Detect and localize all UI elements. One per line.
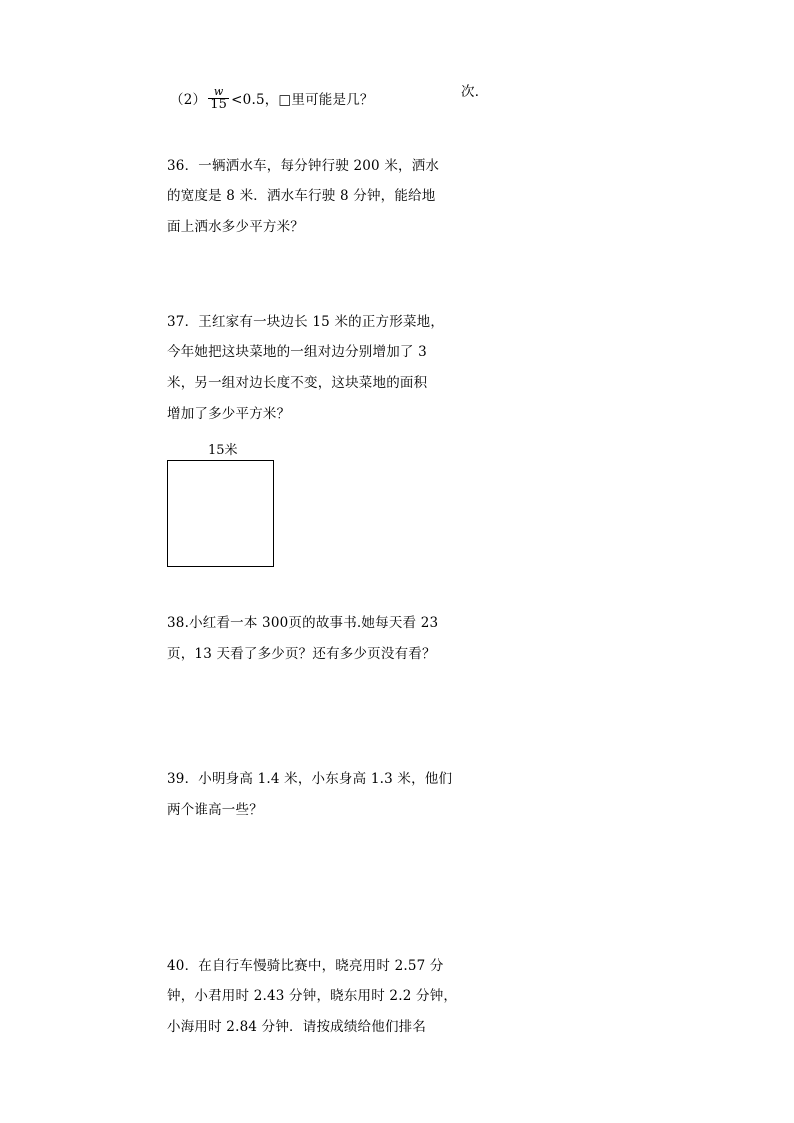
fraction — [208, 86, 229, 111]
square-vegetable-plot-figure — [167, 460, 274, 567]
q37-line-1: 37．王红家有一块边长 15 米的正方形菜地， — [167, 314, 445, 330]
square-side-label: 15米 — [208, 443, 238, 458]
q37-line-3: 米，另一组对边长度不变，这块菜地的面积 — [167, 375, 428, 391]
q40-line-3: 小海用时 2.84 分钟．请按成绩给他们排名 — [167, 1019, 427, 1035]
q37-line-2: 今年她把这块菜地的一组对边分别增加了 3 — [167, 344, 427, 360]
q39-line-2: 两个谁高一些？ — [167, 802, 263, 818]
fraction-numerator: w — [208, 86, 229, 99]
q38-line-2: 页，13 天看了多少页？还有多少页没有看？ — [167, 646, 436, 662]
q36-line-3: 面上洒水多少平方米？ — [167, 219, 304, 235]
q38-line-1: 38.小红看一本 300页的故事书.她每天看 23 — [167, 615, 439, 631]
q39-line-1: 39．小明身高 1.4 米，小东身高 1.3 米，他们 — [167, 771, 453, 787]
q36-line-2: 的宽度是 8 米．洒水车行驶 8 分钟，能给地 — [167, 188, 436, 204]
q35-part2-suffix: <0.5，□里可能是几？ — [231, 92, 374, 108]
q34-tail: 次． — [461, 84, 489, 100]
q40-line-2: 钟，小君用时 2.43 分钟，晓东用时 2.2 分钟， — [167, 988, 458, 1004]
q35-part2 — [170, 85, 374, 113]
q40-line-1: 40．在自行车慢骑比赛中，晓亮用时 2.57 分 — [167, 958, 444, 974]
q37-line-4: 增加了多少平方米？ — [167, 406, 291, 422]
q36-line-1: 36．一辆洒水车，每分钟行驶 200 米，洒水 — [167, 158, 440, 174]
q35-part2-prefix: （2） — [170, 92, 207, 108]
fraction-denominator: 15 — [210, 97, 228, 112]
